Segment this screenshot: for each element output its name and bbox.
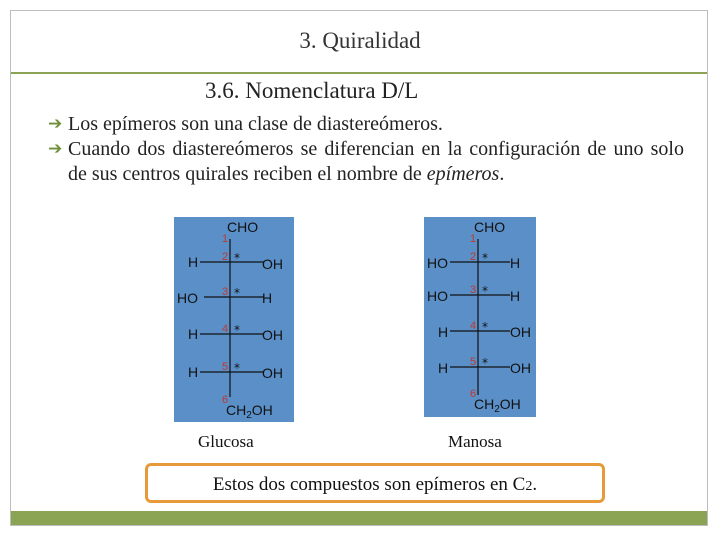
bullet-item: [48, 112, 684, 137]
bullet-text-end: .: [499, 163, 505, 185]
carbon-number: 5: [222, 361, 229, 373]
callout-main: Estos dos compuestos son epímeros en C: [212, 474, 526, 495]
chiral-center-mark: *: [482, 320, 488, 334]
right-substituent: OH: [510, 324, 531, 340]
title-divider: [11, 72, 707, 74]
chiral-center-mark: *: [234, 286, 240, 300]
carbon-number: 6: [470, 388, 477, 400]
chiral-center-mark: *: [234, 361, 240, 375]
callout-text: [148, 474, 602, 496]
chiral-center-mark: *: [234, 323, 240, 337]
mannose-fischer-projection: [424, 217, 536, 417]
callout-subscript: 2: [525, 479, 533, 494]
carbon-number: 2: [222, 251, 229, 263]
epimer-callout-box: [145, 463, 605, 503]
right-substituent: H: [262, 290, 273, 306]
right-substituent: H: [510, 255, 521, 271]
glucose-fischer-projection: [174, 217, 294, 422]
carbon-number: 6: [222, 394, 229, 406]
structure-panel: [174, 217, 294, 422]
slide-title: 3. Quiralidad: [299, 28, 421, 53]
bottom-group: $CH_2OH$: [474, 396, 521, 415]
bullet-text: Cuando dos diastereómeros se diferencian en la configuración de uno solo de sus centros quirales reciben el nombre de: [68, 138, 684, 185]
right-substituent: OH: [262, 365, 283, 381]
carbon-number: 5: [470, 356, 477, 368]
carbon-number: 1: [222, 233, 229, 245]
top-group: CHO: [227, 219, 259, 235]
bullet-text: Los epímeros son una clase de diastereómeros.: [68, 113, 443, 135]
carbon-number: 4: [222, 323, 229, 335]
bottom-group: $CH_2OH$: [226, 402, 273, 421]
left-substituent: HO: [177, 290, 198, 306]
left-substituent: H: [438, 324, 449, 340]
chiral-center-mark: *: [234, 251, 240, 265]
left-substituent: H: [438, 360, 449, 376]
mannose-structure: [424, 217, 536, 417]
right-substituent: OH: [262, 327, 283, 343]
chiral-center-mark: *: [482, 356, 488, 370]
glucose-structure: [174, 217, 294, 422]
slide-subtitle: 3.6. Nomenclatura D/L: [205, 78, 419, 103]
top-group: CHO: [474, 219, 506, 235]
right-arrow-icon: ➔: [48, 139, 63, 159]
callout-end: .: [532, 474, 538, 495]
chiral-center-mark: *: [482, 251, 488, 265]
left-substituent: H: [188, 254, 199, 270]
structure-panel: [424, 217, 536, 417]
bullet-emphasis: epímeros: [426, 163, 500, 185]
carbon-number: 4: [470, 320, 477, 332]
mannose-label: Manosa: [448, 432, 502, 451]
right-substituent: OH: [510, 360, 531, 376]
carbon-number: 3: [222, 286, 229, 298]
left-substituent: H: [188, 364, 199, 380]
right-arrow-icon: ➔: [48, 114, 63, 134]
right-substituent: OH: [262, 256, 283, 272]
chiral-center-mark: *: [482, 284, 488, 298]
carbon-number: 2: [470, 251, 477, 263]
glucose-label: Glucosa: [198, 432, 254, 451]
right-substituent: H: [510, 288, 521, 304]
footer-bar: [11, 511, 707, 525]
left-substituent: HO: [427, 288, 448, 304]
bullet-item: [48, 137, 684, 187]
carbon-number: 3: [470, 284, 477, 296]
carbon-number: 1: [470, 233, 477, 245]
left-substituent: HO: [427, 255, 448, 271]
bullet-list: [48, 112, 684, 187]
left-substituent: H: [188, 326, 199, 342]
